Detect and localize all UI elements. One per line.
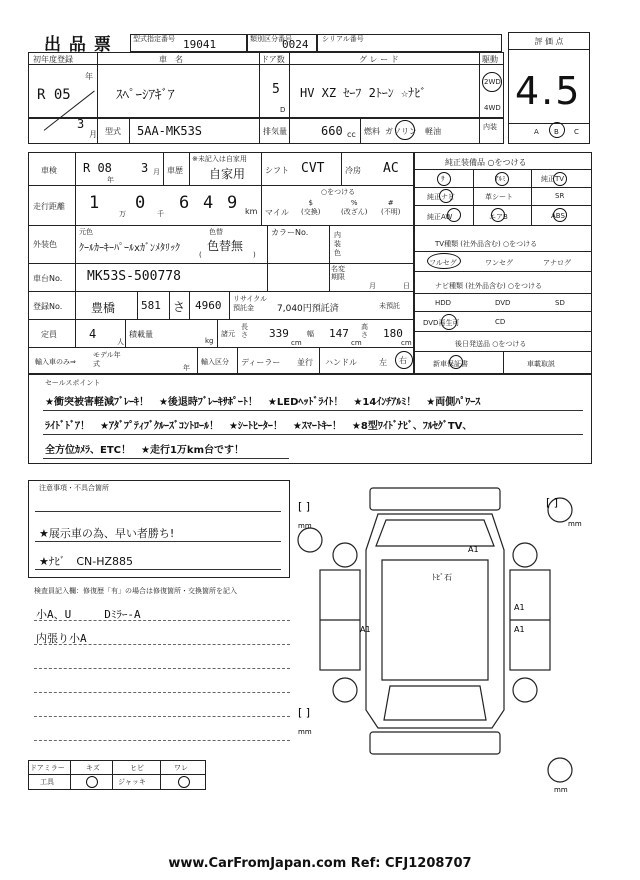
mileage-label: 走行距離 — [33, 202, 65, 211]
first-reg-month: 3 — [77, 117, 85, 131]
score-value: 4.5 — [515, 69, 582, 113]
mileage-digit: 9 — [227, 193, 238, 213]
doors: 5 — [272, 82, 280, 97]
height-label: 高さ — [361, 323, 368, 339]
legend-crack: ヒビ — [130, 764, 144, 772]
class-code-box — [247, 34, 317, 52]
import-class-label: 輸入区分 — [201, 358, 229, 366]
navi-item: CD — [495, 318, 506, 326]
inspector-rule — [34, 740, 290, 741]
equip-item: 純正AW — [427, 213, 453, 221]
equip-item: 純正TV — [541, 175, 565, 183]
legend-tools-circle — [86, 776, 98, 788]
grade: HV XZ ｾｰﾌ 2ﾄｰﾝ ☆ﾅﾋﾞ — [300, 86, 427, 100]
sales-line: ﾗｲﾄﾞﾄﾞｱ！ ★ｱﾀﾞﾌﾟﾃｨﾌﾞｸﾙｰｽﾞｺﾝﾄﾛｰﾙ！ ★ｼｰﾄﾋｰﾀｰ！ ★ｽﾏｰﾄｷｰ！ ★8型ﾜｲﾄﾞﾅﾋﾞ、ﾌﾙｾｸﾞTV、 — [45, 421, 473, 432]
width-unit: cm — [351, 339, 362, 347]
equip-selected-circle — [491, 208, 505, 222]
km-unit: km — [245, 207, 258, 216]
usage-value: 自家用 — [209, 167, 246, 181]
first-reg-label: 初年度登録 — [33, 55, 73, 64]
model-code: 19041 — [183, 38, 217, 51]
color-no-label: カラーNo. — [271, 228, 309, 237]
equip-item: SR — [555, 192, 565, 200]
score-label: 評 価 点 — [534, 37, 564, 46]
interior-grade-b: B — [554, 128, 559, 136]
change-label: 名変期限 — [331, 265, 345, 281]
man-unit: 万 — [119, 210, 126, 218]
change-day: 日 — [403, 282, 410, 290]
height-value: 180 — [383, 327, 403, 340]
notes-line: ★展示車の為、早い者勝ち! — [39, 527, 175, 540]
recycle-label: リサイクル預託金 — [233, 295, 268, 312]
altered-label: % (改ざん) — [341, 199, 368, 216]
legend-scratch: キズ — [86, 764, 100, 772]
vehicle-row1 — [28, 52, 504, 118]
mileage-digit: 0 — [135, 193, 146, 213]
inspection-value: R 08 — [83, 161, 112, 175]
damage-mark: A1 — [468, 545, 479, 554]
class-code-label: 類別区分番号 — [250, 35, 292, 43]
tv-item: アナログ — [543, 259, 571, 267]
capacity-value: 4 — [89, 327, 97, 341]
oil-label: 軽油 — [425, 127, 441, 136]
width-label: 幅 — [307, 330, 314, 338]
inspection-label: 車検 — [41, 166, 57, 175]
docs-item: 車載取説 — [527, 360, 555, 368]
ac-label: 冷房 — [345, 166, 361, 175]
disp-label: 排気量 — [263, 127, 287, 136]
usage-note: ※未記入は自家用 — [192, 155, 247, 163]
usage-label: 車歴 — [167, 166, 183, 175]
inspector-line: 内張り小A — [36, 632, 87, 645]
model-code-box — [130, 34, 247, 52]
tv-item: ワンセグ — [485, 259, 513, 267]
len-unit: cm — [291, 339, 302, 347]
legend-break: ワレ — [174, 764, 188, 772]
fuel-selected-circle — [395, 120, 415, 140]
legend-tools: 工具 — [40, 778, 54, 786]
equip-item: 純正ナビ — [427, 193, 455, 201]
front-right-wheel — [513, 543, 537, 567]
navi-item: SD — [555, 299, 565, 307]
equip-selected-circle — [553, 208, 567, 222]
mileage-digit: 6 — [179, 193, 190, 213]
equip-selected-circle — [437, 172, 451, 186]
inspector-rule — [34, 620, 290, 621]
equip-item: ABS — [551, 212, 565, 220]
handle-label: ハンドル — [325, 358, 357, 367]
left-label: 左 — [379, 358, 387, 367]
front-left-wheel — [333, 543, 357, 567]
mile-note: ○をつける — [321, 188, 356, 196]
tv-selected-circle — [427, 253, 461, 269]
hood-outline — [376, 520, 494, 546]
model-year-unit: 年 — [183, 364, 190, 372]
diagram-bracket: [ ] — [546, 496, 559, 509]
notes-box — [28, 480, 290, 578]
recycle-unpaid: 未預託 — [379, 302, 400, 310]
shift-value: CVT — [301, 161, 325, 176]
inspector-rule — [34, 668, 290, 669]
sen-unit: 千 — [157, 210, 164, 218]
navi-item: HDD — [435, 299, 452, 307]
inspection-year-unit: 年 — [107, 176, 114, 184]
month-unit: 月 — [89, 130, 97, 139]
reg-place: 豊橋 — [91, 301, 116, 315]
legend-door-mirror: ドアミラー — [30, 764, 65, 772]
height-unit: cm — [401, 339, 412, 347]
paint-paren-l: ( — [199, 251, 202, 259]
equip-selected-circle — [495, 172, 509, 186]
serial-box — [317, 34, 502, 52]
equip-item: ｻ — [441, 175, 445, 183]
notes-label: 注意事項・不具合箇所 — [39, 484, 109, 492]
car-damage-diagram — [290, 480, 590, 800]
mile-label: マイル — [265, 208, 289, 217]
unknown-label: # (不明) — [381, 199, 401, 216]
inspector-line: 小A、U Dﾐﾗｰ-A — [36, 608, 141, 621]
door-label: ドア数 — [261, 55, 285, 64]
footer-ref: www.CarFromJapan.com Ref: CFJ1208707 — [168, 856, 472, 871]
damage-mark: ﾄﾋﾞ石 — [432, 573, 452, 582]
damage-mark: A1 — [360, 625, 371, 634]
diagram-bracket: [ ] — [298, 706, 311, 719]
diagram-mm: mm — [298, 522, 312, 530]
equip-selected-circle — [439, 189, 453, 203]
type-value: 5AA-MK53S — [137, 124, 203, 138]
shift-label: シフト — [265, 166, 289, 175]
load-label: 積載量 — [129, 330, 153, 339]
fuel-label: 燃料 — [364, 127, 380, 136]
paint-label: 色替 — [209, 228, 223, 236]
sheet-title: 出 品 票 — [44, 35, 112, 55]
model-year-label: モデル年式 — [93, 351, 121, 368]
door-type: D — [280, 106, 286, 114]
diagram-mm: mm — [298, 728, 312, 736]
type-label: 型式 — [105, 127, 121, 136]
sales-line: ★衝突被害軽減ﾌﾞﾚｰｷ！ ★後退時ﾌﾞﾚｰｷｻﾎﾟｰﾄ！ ★LEDﾍｯﾄﾞﾗｲﾄ！ ★14ｲﾝﾁｱﾙﾐ！ ★両側ﾊﾟﾜｰｽ — [45, 397, 481, 408]
equip-panel — [414, 152, 592, 374]
rear-right-wheel — [513, 678, 537, 702]
inspection-month-unit: 月 — [153, 168, 160, 176]
interior-label: 内装 — [483, 123, 497, 131]
front-left-tire-circle — [298, 528, 322, 552]
mileage-digit: 4 — [203, 193, 214, 213]
car-name-label: 車 名 — [159, 55, 183, 64]
chassis-value: MK53S-500778 — [87, 269, 181, 284]
color-label: 外装色 — [33, 240, 57, 249]
paint-value: 色替無 — [207, 239, 244, 253]
equip-selected-circle — [553, 172, 567, 186]
disp-unit: cc — [347, 130, 356, 139]
interior-grade-a: A — [534, 128, 539, 136]
reg-label: 登録No. — [33, 302, 63, 311]
sales-line: 全方位ｶﾒﾗ、ETC！ ★走行1万km台です！ — [45, 445, 244, 456]
navi-item: DVD再生可 — [423, 319, 460, 327]
model-code-label: 型式指定番号 — [133, 35, 175, 43]
damage-mark: A1 — [514, 625, 525, 634]
diagram-mm: mm — [568, 520, 582, 528]
notes-line: ★ﾅﾋﾞ CN-HZ885 — [39, 555, 134, 568]
inspector-rule — [34, 716, 290, 717]
serial-label: シリアル番号 — [322, 35, 364, 43]
docs-selected-circle — [449, 355, 463, 369]
change-month: 月 — [369, 282, 376, 290]
capacity-label: 定員 — [41, 330, 57, 339]
equip-item: ｱﾙﾐ — [495, 175, 506, 183]
tv-header: TV種類 (社外品含む) ○をつける — [435, 240, 538, 248]
disp-value: 660 — [321, 124, 343, 138]
paint-paren-r: ) — [253, 251, 256, 259]
interior-color-label: 内装色 — [334, 231, 341, 257]
class-code: 0024 — [282, 38, 309, 51]
inspector-label: 検査員記入欄：修復歴「有」の場合は修復箇所・交換箇所を記入 — [34, 587, 237, 595]
grade-label: グ レ ー ド — [359, 55, 399, 64]
docs-header: 後日発送品 ○をつける — [455, 340, 527, 348]
tv-item: フルセグ — [429, 259, 457, 267]
drive-label: 駆動 — [482, 55, 498, 64]
navi-selected-circle — [441, 314, 457, 330]
width-value: 147 — [329, 327, 349, 340]
right-label: 右 — [399, 356, 407, 365]
orig-color: ｸｰﾙｶｰｷｰﾊﾟｰﾙxｶﾞﾝﾒﾀﾘｯｸ — [79, 243, 181, 254]
interior-grade-c: C — [574, 128, 579, 136]
inspector-rule — [34, 692, 290, 693]
chassis-label: 車台No. — [33, 274, 63, 283]
len-value: 339 — [269, 327, 289, 340]
reg-num1: 581 — [141, 299, 161, 312]
drive-4wd: 4WD — [484, 104, 501, 112]
sales-label: セールスポイント — [45, 379, 101, 387]
ac-value: AC — [383, 161, 399, 176]
rear-right-tire-circle — [548, 758, 572, 782]
spec-grid — [28, 152, 414, 374]
rear-bumper-outline — [370, 732, 500, 754]
len-label: 長さ — [241, 323, 248, 339]
equip-selected-circle — [447, 208, 461, 222]
legend-jack: ジャッキ — [118, 778, 146, 786]
damage-mark: A1 — [514, 603, 525, 612]
navi-header: ナビ種類 (社外品含む) ○をつける — [435, 282, 543, 290]
equip-header: 純正装備品 ○をつける — [445, 158, 527, 167]
mileage-digit: 1 — [89, 193, 100, 213]
drive-2wd: 2WD — [484, 78, 501, 86]
import-label: 輸入車のみ⇒ — [35, 358, 76, 366]
equip-item: 革シート — [485, 193, 513, 201]
exchange-label: $ (交換) — [301, 199, 321, 216]
inspector-rule — [34, 644, 290, 645]
parallel-label: 並行 — [297, 358, 313, 367]
reg-num2: 4960 — [195, 299, 222, 312]
year-unit: 年 — [85, 72, 93, 81]
docs-item: 新車保証書 — [433, 360, 468, 368]
vehicle-row1b — [28, 118, 504, 144]
reg-kana: さ — [173, 300, 186, 314]
front-bumper-outline — [370, 488, 500, 510]
inspection-month: 3 — [141, 161, 149, 175]
fuel-value: ガソリン — [385, 127, 417, 136]
car-name: ｽﾍﾟｰｼｱｷﾞｱ — [116, 88, 175, 103]
tailgate-outline — [384, 686, 486, 720]
navi-item: DVD — [495, 299, 511, 307]
recycle-value: 7,040円預託済 — [277, 304, 339, 314]
diagram-mm: mm — [554, 786, 568, 794]
capacity-unit: 人 — [117, 338, 124, 346]
first-reg-year: R 05 — [37, 87, 71, 103]
rear-left-wheel — [333, 678, 357, 702]
load-unit: kg — [205, 337, 214, 345]
mileage-digits — [83, 191, 263, 217]
dealer-label: ディーラー — [241, 358, 281, 367]
orig-color-label: 元色 — [79, 228, 93, 236]
req-label: 諸元 — [221, 330, 235, 338]
legend-jack-circle — [178, 776, 190, 788]
legend-table — [28, 760, 206, 790]
sales-box — [28, 374, 592, 464]
diagram-bracket: [ ] — [298, 500, 311, 513]
equip-item: エアB — [489, 213, 508, 221]
